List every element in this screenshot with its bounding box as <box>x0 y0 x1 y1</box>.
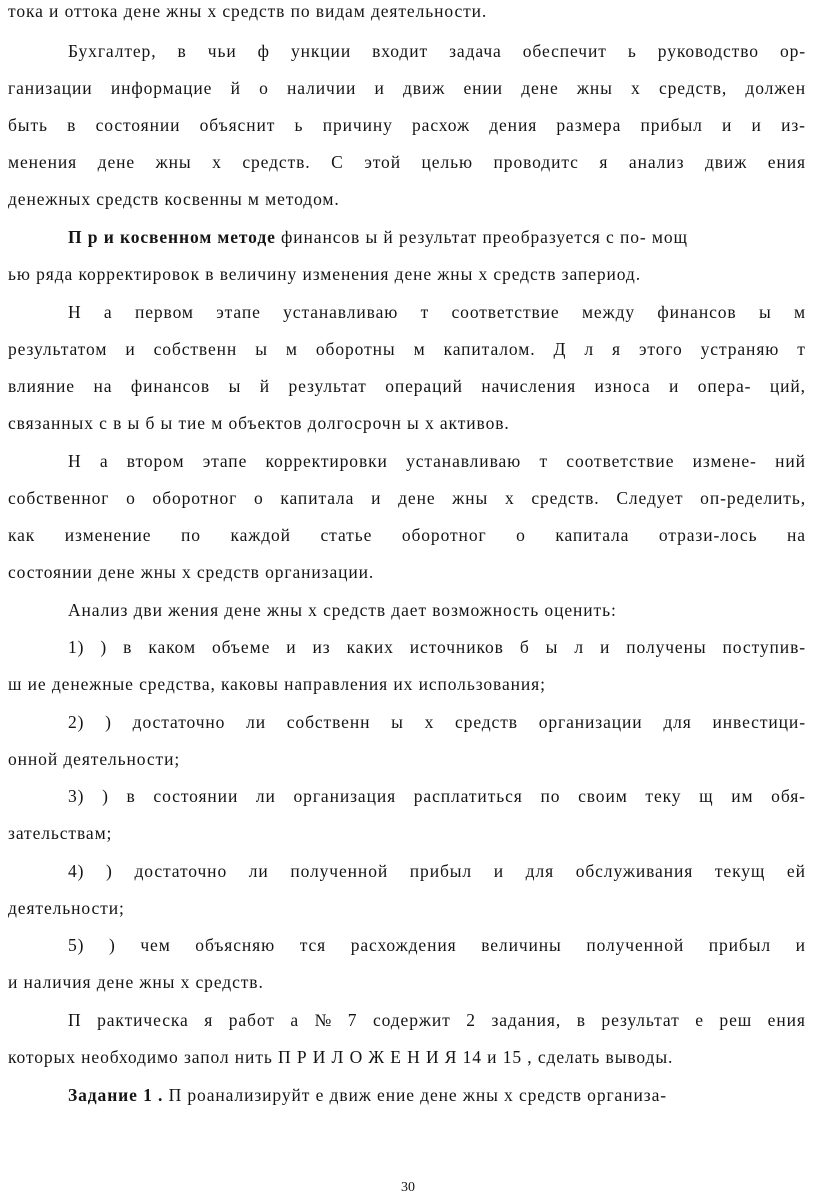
text-line: ью ряда корректировок в величину изменения дене жны х средств запериод. <box>8 264 641 284</box>
text-line: онной деятельности; <box>8 749 181 769</box>
text-line: Бухгалтер, в чьи ф ункции входит задача обеспечит ь руководство ор- <box>68 41 806 61</box>
text-line: влияние на финансов ы й результат операций начисления износа и опера- ций, <box>8 376 806 396</box>
method-paragraph-line <box>68 226 806 248</box>
list-item: 2) ) достаточно ли собственн ы х средств организации для инвестици- <box>68 712 806 732</box>
list-item: 4) ) достаточно ли полученной прибыл и для обслуживания текущ ей <box>68 861 806 881</box>
text-line: зательствам; <box>8 823 113 843</box>
method-rest-text: финансов ы й результат преобразуется с по- мощ <box>281 227 688 247</box>
text-line: Н а первом этапе устанавливаю т соответствие между финансов ы м <box>68 302 806 322</box>
text-line: деятельности; <box>8 898 125 918</box>
text-line: денежных средств косвенны м методом. <box>8 189 340 209</box>
text-line: П рактическа я работ а № 7 содержит 2 задания, в результат е реш ения <box>68 1010 806 1030</box>
text-line: быть в состоянии объяснит ь причину расхож дения размера прибыл и и из- <box>8 115 806 135</box>
text-line: как изменение по каждой статье оборотног о капитала отрази-лось на <box>8 525 806 545</box>
list-item: 3) ) в состоянии ли организация расплатиться по своим теку щ им обя- <box>68 786 806 806</box>
text-line: которых необходимо запол нить П Р И Л О Ж Е Н И Я 14 и 15 , сделать выводы. <box>8 1047 674 1067</box>
text-line: состоянии дене жны х средств организации. <box>8 562 375 582</box>
text-line: связанных с в ы б ы тие м объектов долгосрочн ы х активов. <box>8 413 510 433</box>
list-item: 1) ) в каком объеме и из каких источников б ы л и получены поступив- <box>68 637 806 657</box>
method-bold-text: П р и косвенном методе <box>68 227 276 247</box>
text-line: менения дене жны х средств. С этой целью проводитс я анализ движ ения <box>8 152 806 172</box>
list-item: 5) ) чем объясняю тся расхождения величины полученной прибыл и <box>68 935 806 955</box>
text-line: тока и оттока дене жны х средств по видам деятельности. <box>8 1 488 21</box>
text-line: и наличия дене жны х средств. <box>8 972 264 992</box>
text-line: результатом и собственн ы м оборотны м капиталом. Д л я этого устраняю т <box>8 339 806 359</box>
task-paragraph-line <box>68 1084 806 1106</box>
page-number: 30 <box>401 1180 415 1195</box>
text-line: собственног о оборотног о капитала и дене жны х средств. Следует оп-ределить, <box>8 488 806 508</box>
text-line: ш ие денежные средства, каковы направления их использования; <box>8 674 546 694</box>
text-line: Анализ дви жения дене жны х средств дает возможность оценить: <box>68 600 617 620</box>
task-bold-text: Задание 1 . <box>68 1085 164 1105</box>
text-line: ганизации информацие й о наличии и движ ении дене жны х средств, должен <box>8 78 806 98</box>
text-line: Н а втором этапе корректировки устанавливаю т соответствие измене- ний <box>68 451 806 471</box>
task-rest-text: П роанализируйт е движ ение дене жны х средств организа- <box>168 1085 667 1105</box>
